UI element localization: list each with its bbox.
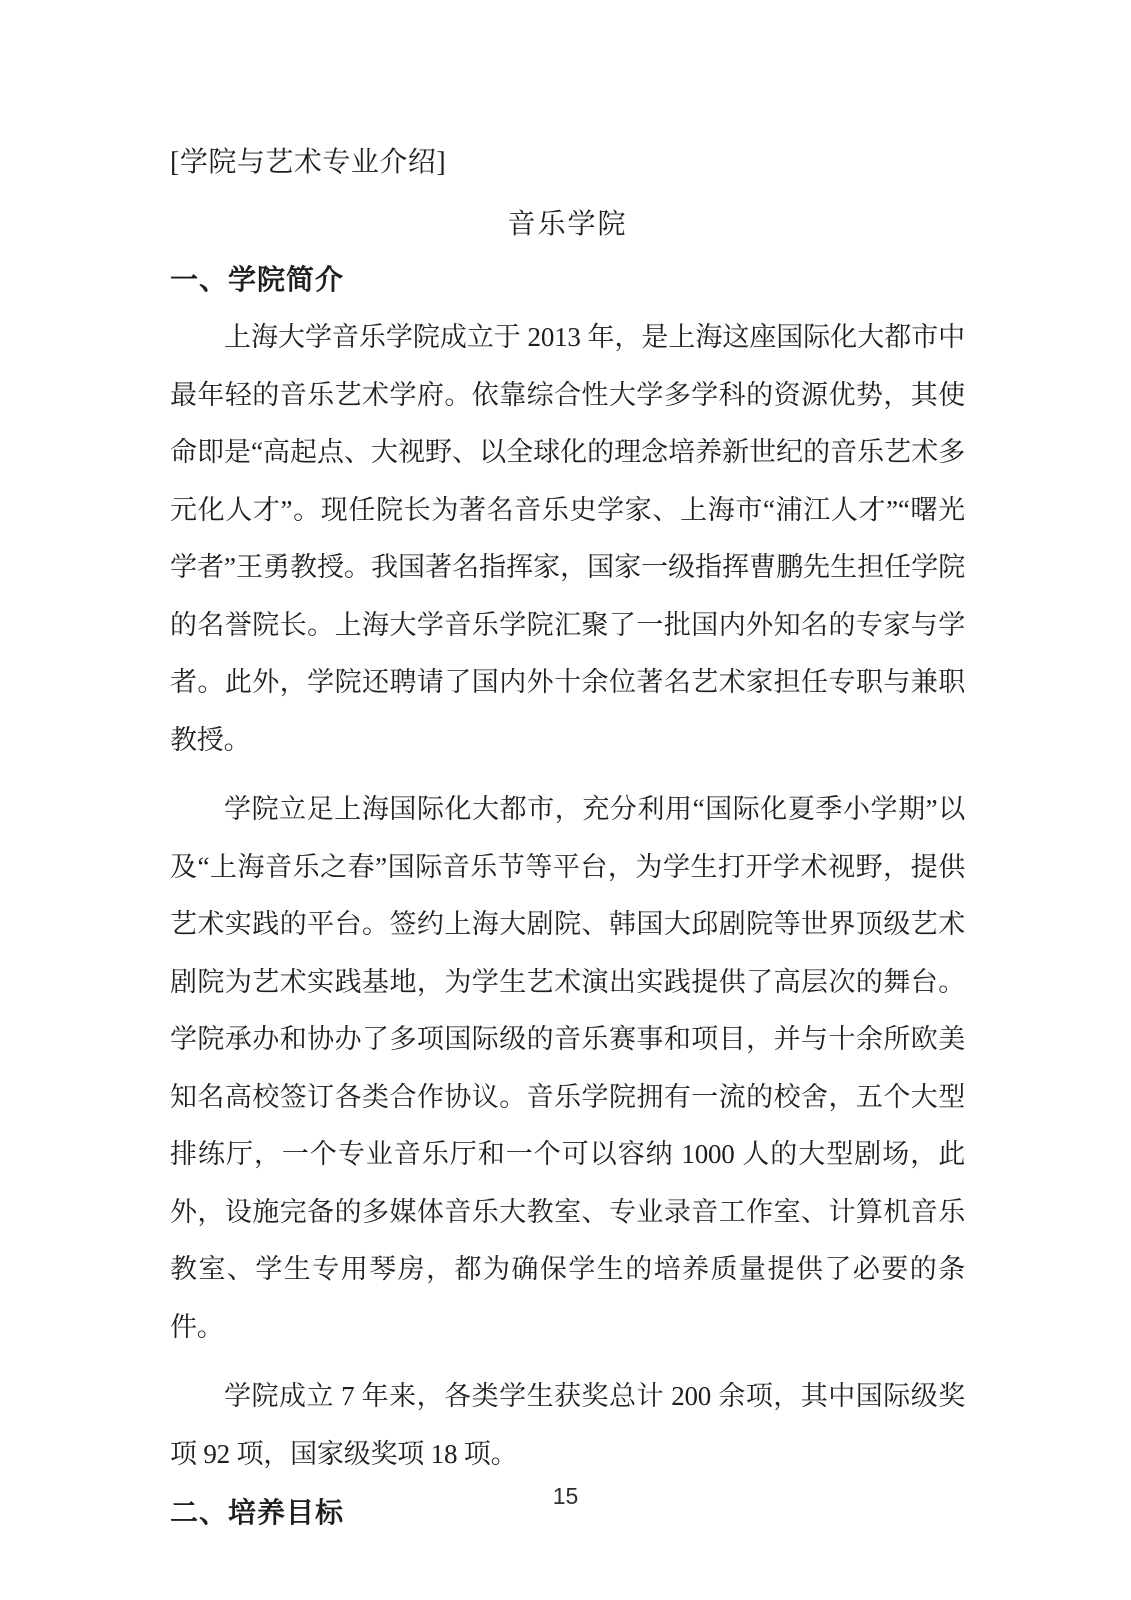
section-heading-college-intro: 一、学院简介 [170,265,345,296]
section-heading-training-goals: 二、培养目标 [170,1498,345,1529]
paragraph-college-intro-3: 学院成立 7 年来，各类学生获奖总计 200 余项，其中国际级奖项 92 项，国家级奖项 18 项。 [170,1381,965,1469]
page-number: 15 [552,1483,579,1509]
paragraph-college-intro-1: 上海大学音乐学院成立于 2013 年，是上海这座国际化大都市中最年轻的音乐艺术学府。依靠综合性大学多学科的资源优势，其使命即是“高起点、大视野、以全球化的理念培养新世纪的音乐艺术多元化人才”。现任院长为著名音乐史学家、上海市“浦江人才”“曙光学者”王勇教授。我国著名指挥家，国家一级指挥曹鹏先生担任学院的名誉院长。上海大学音乐学院汇聚了一批国内外知名的专家与学者。此外，学院还聘请了国内外十余位著名艺术家担任专职与兼职教授。 [170,322,965,755]
paragraph-college-intro-2: 学院立足上海国际化大都市，充分利用“国际化夏季小学期”以及“上海音乐之春”国际音乐节等平台，为学生打开学术视野，提供艺术实践的平台。签约上海大剧院、韩国大邱剧院等世界顶级艺术剧院为艺术实践基地，为学生艺术演出实践提供了高层次的舞台。学院承办和协办了多项国际级的音乐赛事和项目，并与十余所欧美知名高校签订各类合作协议。音乐学院拥有一流的校舍，五个大型排练厅，一个专业音乐厅和一个可以容纳 1000 人的大型剧场，此外，设施完备的多媒体音乐大教室、专业录音工作室、计算机音乐教室、学生专用琴房，都为确保学生的培养质量提供了必要的条件。 [170,794,965,1342]
document-bracket-title: [学院与艺术专业介绍] [170,147,447,178]
document-body [170,252,965,1542]
college-title: 音乐学院 [507,209,628,240]
